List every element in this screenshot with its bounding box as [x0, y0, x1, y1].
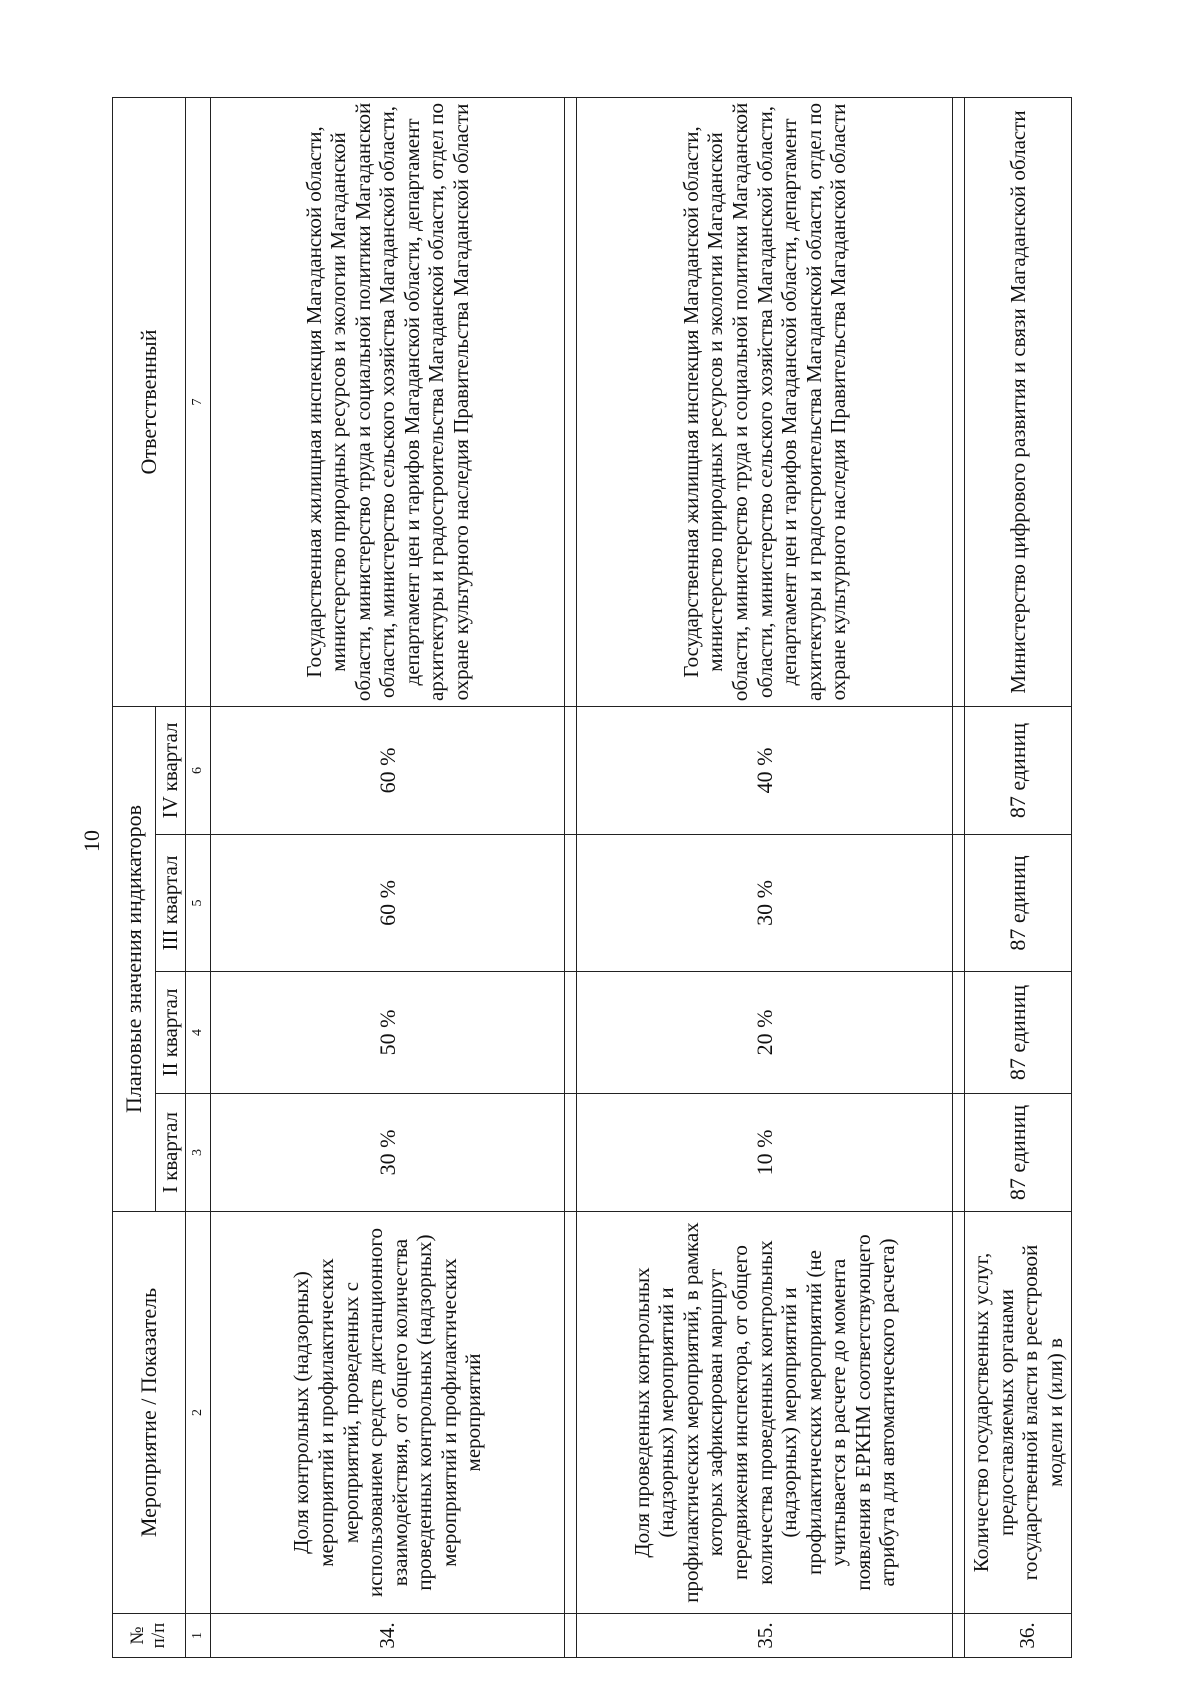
header-row-1 [113, 97, 156, 1657]
header-plan-values: Плановые значения индикаторов [113, 706, 156, 1211]
header-q3: III квартал [155, 835, 185, 972]
row-q4-value: 87 единиц [965, 706, 1072, 834]
row-measure: Количество государственных услуг, предоставляемых органами государственной власти в реестровой модели и (или) в [965, 1212, 1072, 1614]
rotated-table-container [112, 98, 1072, 1658]
header-measure: Мероприятие / Показатель [113, 1212, 186, 1614]
page-number: 10 [79, 830, 104, 852]
column-number: 4 [186, 972, 211, 1094]
row-q3-value: 30 % [577, 835, 953, 972]
row-q1-value: 10 % [577, 1094, 953, 1212]
indicators-table [112, 97, 1072, 1658]
row-number: 35. [577, 1614, 953, 1658]
row-measure: Доля контрольных (надзорных) мероприятий и профилактических мероприятий, проведенных с использованием средств дистанционного взаимодействия, от общего количества проведенных контрольных (надзорных) мероприятий и профилактических мероприятий [210, 1212, 565, 1614]
row-number: 34. [210, 1614, 565, 1658]
row-separator [565, 97, 577, 1657]
row-q2-value: 87 единиц [965, 972, 1072, 1094]
header-q2: II квартал [155, 972, 185, 1094]
column-number: 3 [186, 1094, 211, 1212]
column-number: 1 [186, 1614, 211, 1658]
header-q4: IV квартал [155, 706, 185, 834]
row-q2-value: 50 % [210, 972, 565, 1094]
row-measure: Доля проведенных контрольных (надзорных) мероприятий и профилактических мероприятий, в рамках которых зафиксирован маршрут передвижения инспектора, от общего количества проведенных контрольных (надзорных) мероприятий и профилактических мероприятий (не учитывается в расчете до момента появления в ЕРКНМ соответствующего атрибута для автоматического расчета) [577, 1212, 953, 1614]
row-q3-value: 87 единиц [965, 835, 1072, 972]
table-row [965, 97, 1072, 1657]
column-number: 6 [186, 706, 211, 834]
column-number: 7 [186, 97, 211, 706]
row-q4-value: 40 % [577, 706, 953, 834]
row-responsible: Министерство цифрового развития и связи Магаданской области [965, 97, 1072, 706]
row-responsible: Государственная жилищная инспекция Магаданской области, министерство природных ресурсов и экологии Магаданской области, министерство труда и социальной политики Магаданской области, министерство сельского хозяйства Магаданской области, департамент цен и тарифов Магаданской области, департамент архитектуры и градостроительства Магаданской области, отдел по охране культурного наследия Правительства Магаданской области [577, 97, 953, 706]
header-q1: I квартал [155, 1094, 185, 1212]
row-q1-value: 87 единиц [965, 1094, 1072, 1212]
row-q2-value: 20 % [577, 972, 953, 1094]
column-number: 5 [186, 835, 211, 972]
column-number: 2 [186, 1212, 211, 1614]
table-row [577, 97, 953, 1657]
row-q1-value: 30 % [210, 1094, 565, 1212]
row-q4-value: 60 % [210, 706, 565, 834]
header-responsible: Ответственный [113, 97, 186, 706]
row-separator [953, 97, 965, 1657]
row-number: 36. [965, 1614, 1072, 1658]
row-responsible: Государственная жилищная инспекция Магаданской области, министерство природных ресурсов и экологии Магаданской области, министерство труда и социальной политики Магаданской области, министерство сельского хозяйства Магаданской области, департамент цен и тарифов Магаданской области, департамент архитектуры и градостроительства Магаданской области, отдел по охране культурного наследия Правительства Магаданской области [210, 97, 565, 706]
table-row [210, 97, 565, 1657]
row-q3-value: 60 % [210, 835, 565, 972]
column-number-row [186, 97, 211, 1657]
header-num: № п/п [113, 1614, 186, 1658]
